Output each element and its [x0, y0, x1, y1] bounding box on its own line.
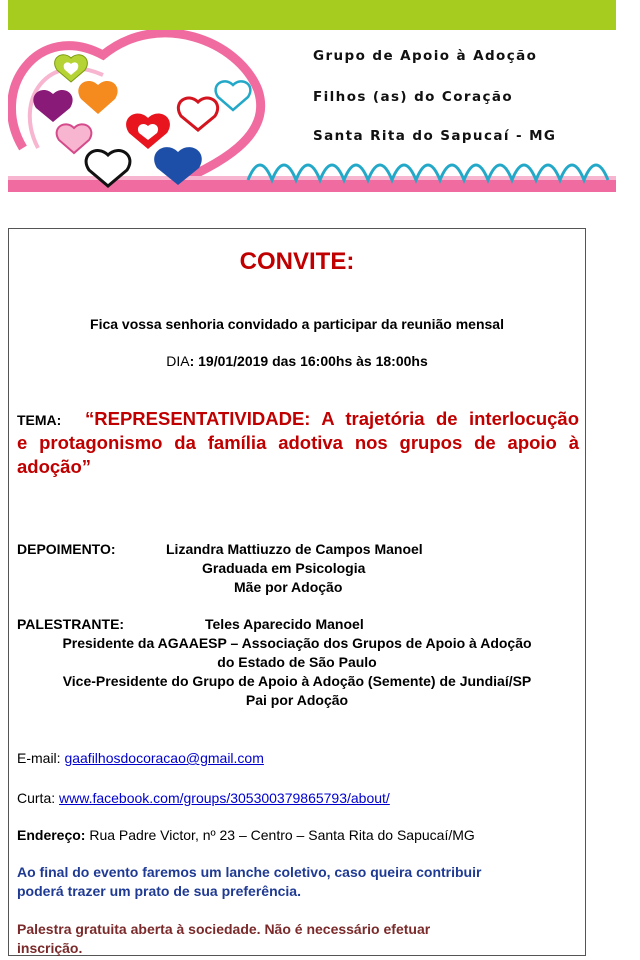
depoimento-role: Graduada em Psicologia: [202, 560, 366, 576]
lanche-note: poderá trazer um prato de sua preferência.: [17, 883, 301, 899]
pink-ribbon: [8, 180, 616, 192]
heart-icon: [178, 98, 217, 130]
palestrante-role: do Estado de São Paulo: [217, 654, 377, 670]
palestrante-name: Teles Aparecido Manoel: [205, 616, 364, 632]
depoimento-label: DEPOIMENTO:: [17, 541, 116, 557]
heart-icon: [57, 124, 92, 153]
event-date: DIA: 19/01/2019 das 16:00hs às 18:00hs: [166, 353, 428, 369]
facebook-link[interactable]: www.facebook.com/groups/305300379865793/about/: [59, 790, 390, 806]
tema-text-line1: “REPRESENTATIVIDADE: A trajetória de interlocução: [85, 408, 579, 429]
heart-icon: [216, 81, 251, 110]
group-name: Grupo de Apoio à Adoção: [313, 48, 538, 64]
palestrante-role: Pai por Adoção: [245, 692, 349, 708]
invite-title: CONVITE:: [239, 248, 355, 275]
palestrante-role: Presidente da AGAAESP – Associação dos Grupos de Apoio à Adoção: [62, 635, 532, 651]
invitation-box: [8, 228, 586, 956]
heart-icon: [33, 90, 72, 122]
tema-label: TEMA:: [17, 412, 62, 428]
heart-icon: [78, 81, 117, 114]
header-banner: [8, 30, 616, 192]
invite-intro: Fica vossa senhoria convidado a participar da reunião mensal: [90, 316, 504, 332]
depoimento-role: Mãe por Adoção: [234, 579, 343, 595]
tema-text-line3: adoção”: [17, 456, 92, 477]
address-line: Endereço: Rua Padre Victor, nº 23 – Centro – Santa Rita do Sapucaí/MG: [17, 827, 475, 843]
group-location: Santa Rita do Sapucaí - MG: [313, 128, 557, 144]
heart-icon: [55, 55, 88, 82]
palestra-note: Palestra gratuita aberta à sociedade. Não é necessário efetuar: [17, 921, 431, 937]
group-subtitle: Filhos (as) do Coração: [313, 89, 514, 105]
palestrante-label: PALESTRANTE:: [17, 616, 125, 632]
curta-line: Curta: www.facebook.com/groups/305300379865793/about/: [17, 790, 390, 806]
palestrante-role: Vice-Presidente do Grupo de Apoio à Adoção (Semente) de Jundiaí/SP: [62, 673, 532, 689]
lanche-note: Ao final do evento faremos um lanche coletivo, caso queira contribuir: [17, 864, 482, 880]
depoimento-name: Lizandra Mattiuzzo de Campos Manoel: [166, 541, 423, 557]
email-link[interactable]: gaafilhosdocoracao@gmail.com: [64, 750, 264, 766]
top-green-bar: [8, 0, 616, 30]
tema-text-line2: e protagonismo da família adotiva nos grupos de apoio à: [17, 432, 579, 453]
palestra-note: inscrição.: [17, 940, 83, 956]
email-line: E-mail: gaafilhosdocoracao@gmail.com: [17, 750, 264, 766]
